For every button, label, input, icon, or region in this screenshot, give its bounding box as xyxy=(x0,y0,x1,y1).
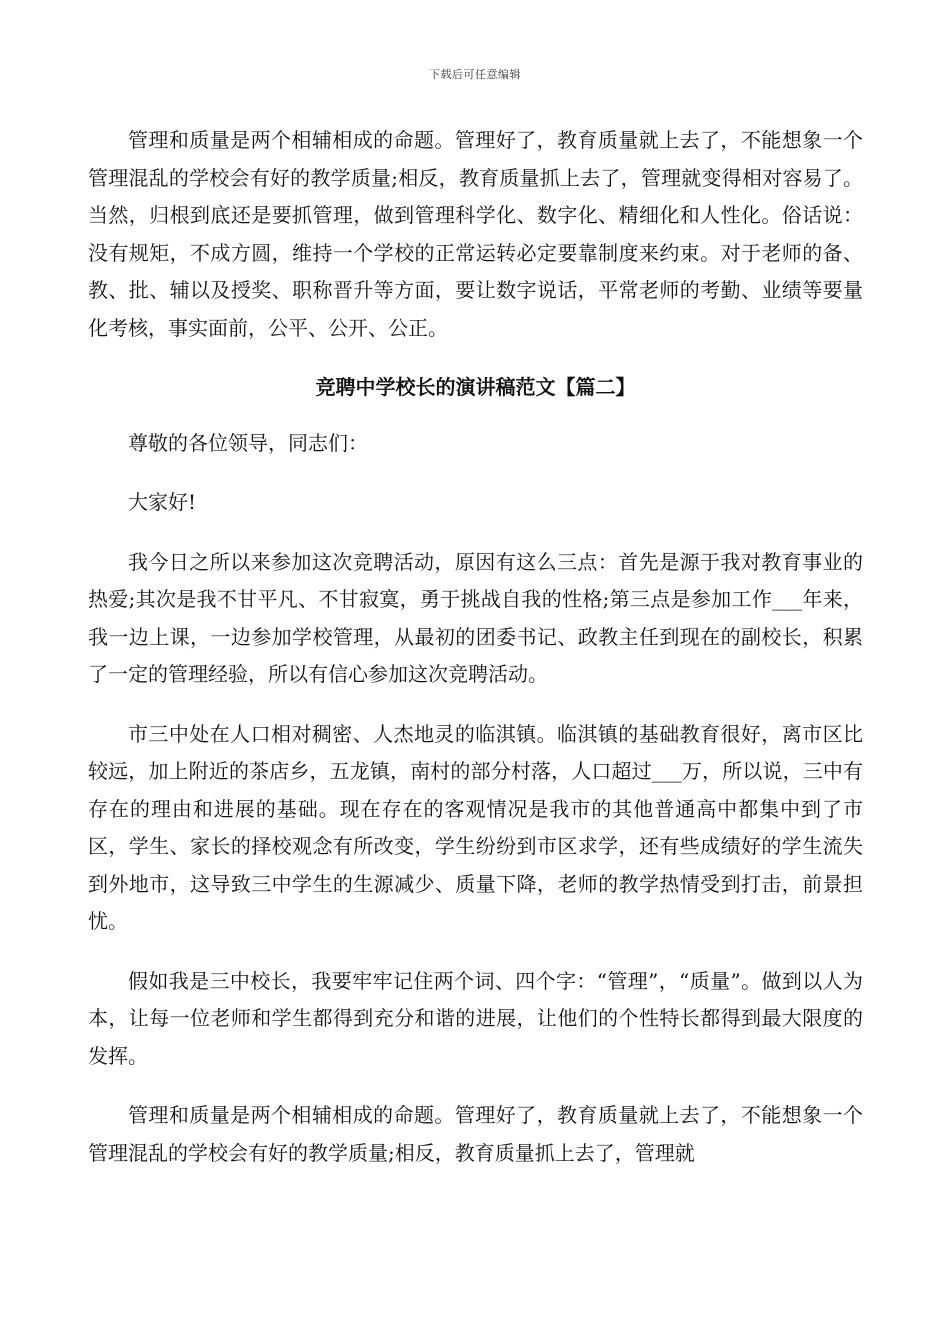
greeting: 大家好! xyxy=(128,490,197,514)
document-body xyxy=(88,122,863,1194)
page-header: 下载后可任意编辑 xyxy=(429,68,521,81)
paragraph-management-quality-repeat: 管理和质量是两个相辅相成的命题。管理好了，教育质量就上去了，不能想象一个管理混乱的学校会有好的教学质量;相反，教育质量抓上去了，管理就 xyxy=(88,1103,863,1165)
section-title: 竞聘中学校长的演讲稿范文【篇二】 xyxy=(315,375,636,399)
paragraph-school-situation: 市三中处在人口相对稠密、人杰地灵的临淇镇。临淇镇的基础教育很好，离市区比较远，加上附近的茶店乡，五龙镇，南村的部分村落，人口超过___万，所以说，三中有存在的理由和进展的基础。现在存在的客观情况是我市的其他普通高中都集中到了市区，学生、家长的择校观念有所改变，学生纷纷到市区求学，还有些成绩好的学生流失到外地市，这导致三中学生的生源减少、质量下降，老师的教学热情受到打击，前景担忧。 xyxy=(88,721,863,933)
paragraph-management-quality: 管理和质量是两个相辅相成的命题。管理好了，教育质量就上去了，不能想象一个管理混乱的学校会有好的教学质量;相反，教育质量抓上去了，管理就变得相对容易了。当然，归根到底还是要抓管理，做到管理科学化、数字化、精细化和人性化。俗话说：没有规矩，不成方圆，维持一个学校的正常运转必定要靠制度来约束。对于老师的备、教、批、辅以及授奖、职称晋升等方面，要让数字说话，平常老师的考勤、业绩等要量化考核，事实面前，公平、公开、公正。 xyxy=(88,128,863,340)
paragraph-if-principal: 假如我是三中校长，我要牢牢记住两个词、四个字：“管理”，“质量”。做到以人为本，让每一位老师和学生都得到充分和谐的进展，让他们的个性特长都得到最大限度的发挥。 xyxy=(88,968,863,1068)
paragraph-reasons: 我今日之所以来参加这次竞聘活动，原因有这么三点：首先是源于我对教育事业的热爱;其次是我不甘平凡、不甘寂寞，勇于挑战自我的性格;第三点是参加工作___年来，我一边上课，一边参加学校管理，从最初的团委书记、政教主任到现在的副校长，积累了一定的管理经验，所以有信心参加这次竞聘活动。 xyxy=(88,549,863,686)
salutation: 尊敬的各位领导，同志们： xyxy=(128,430,368,455)
